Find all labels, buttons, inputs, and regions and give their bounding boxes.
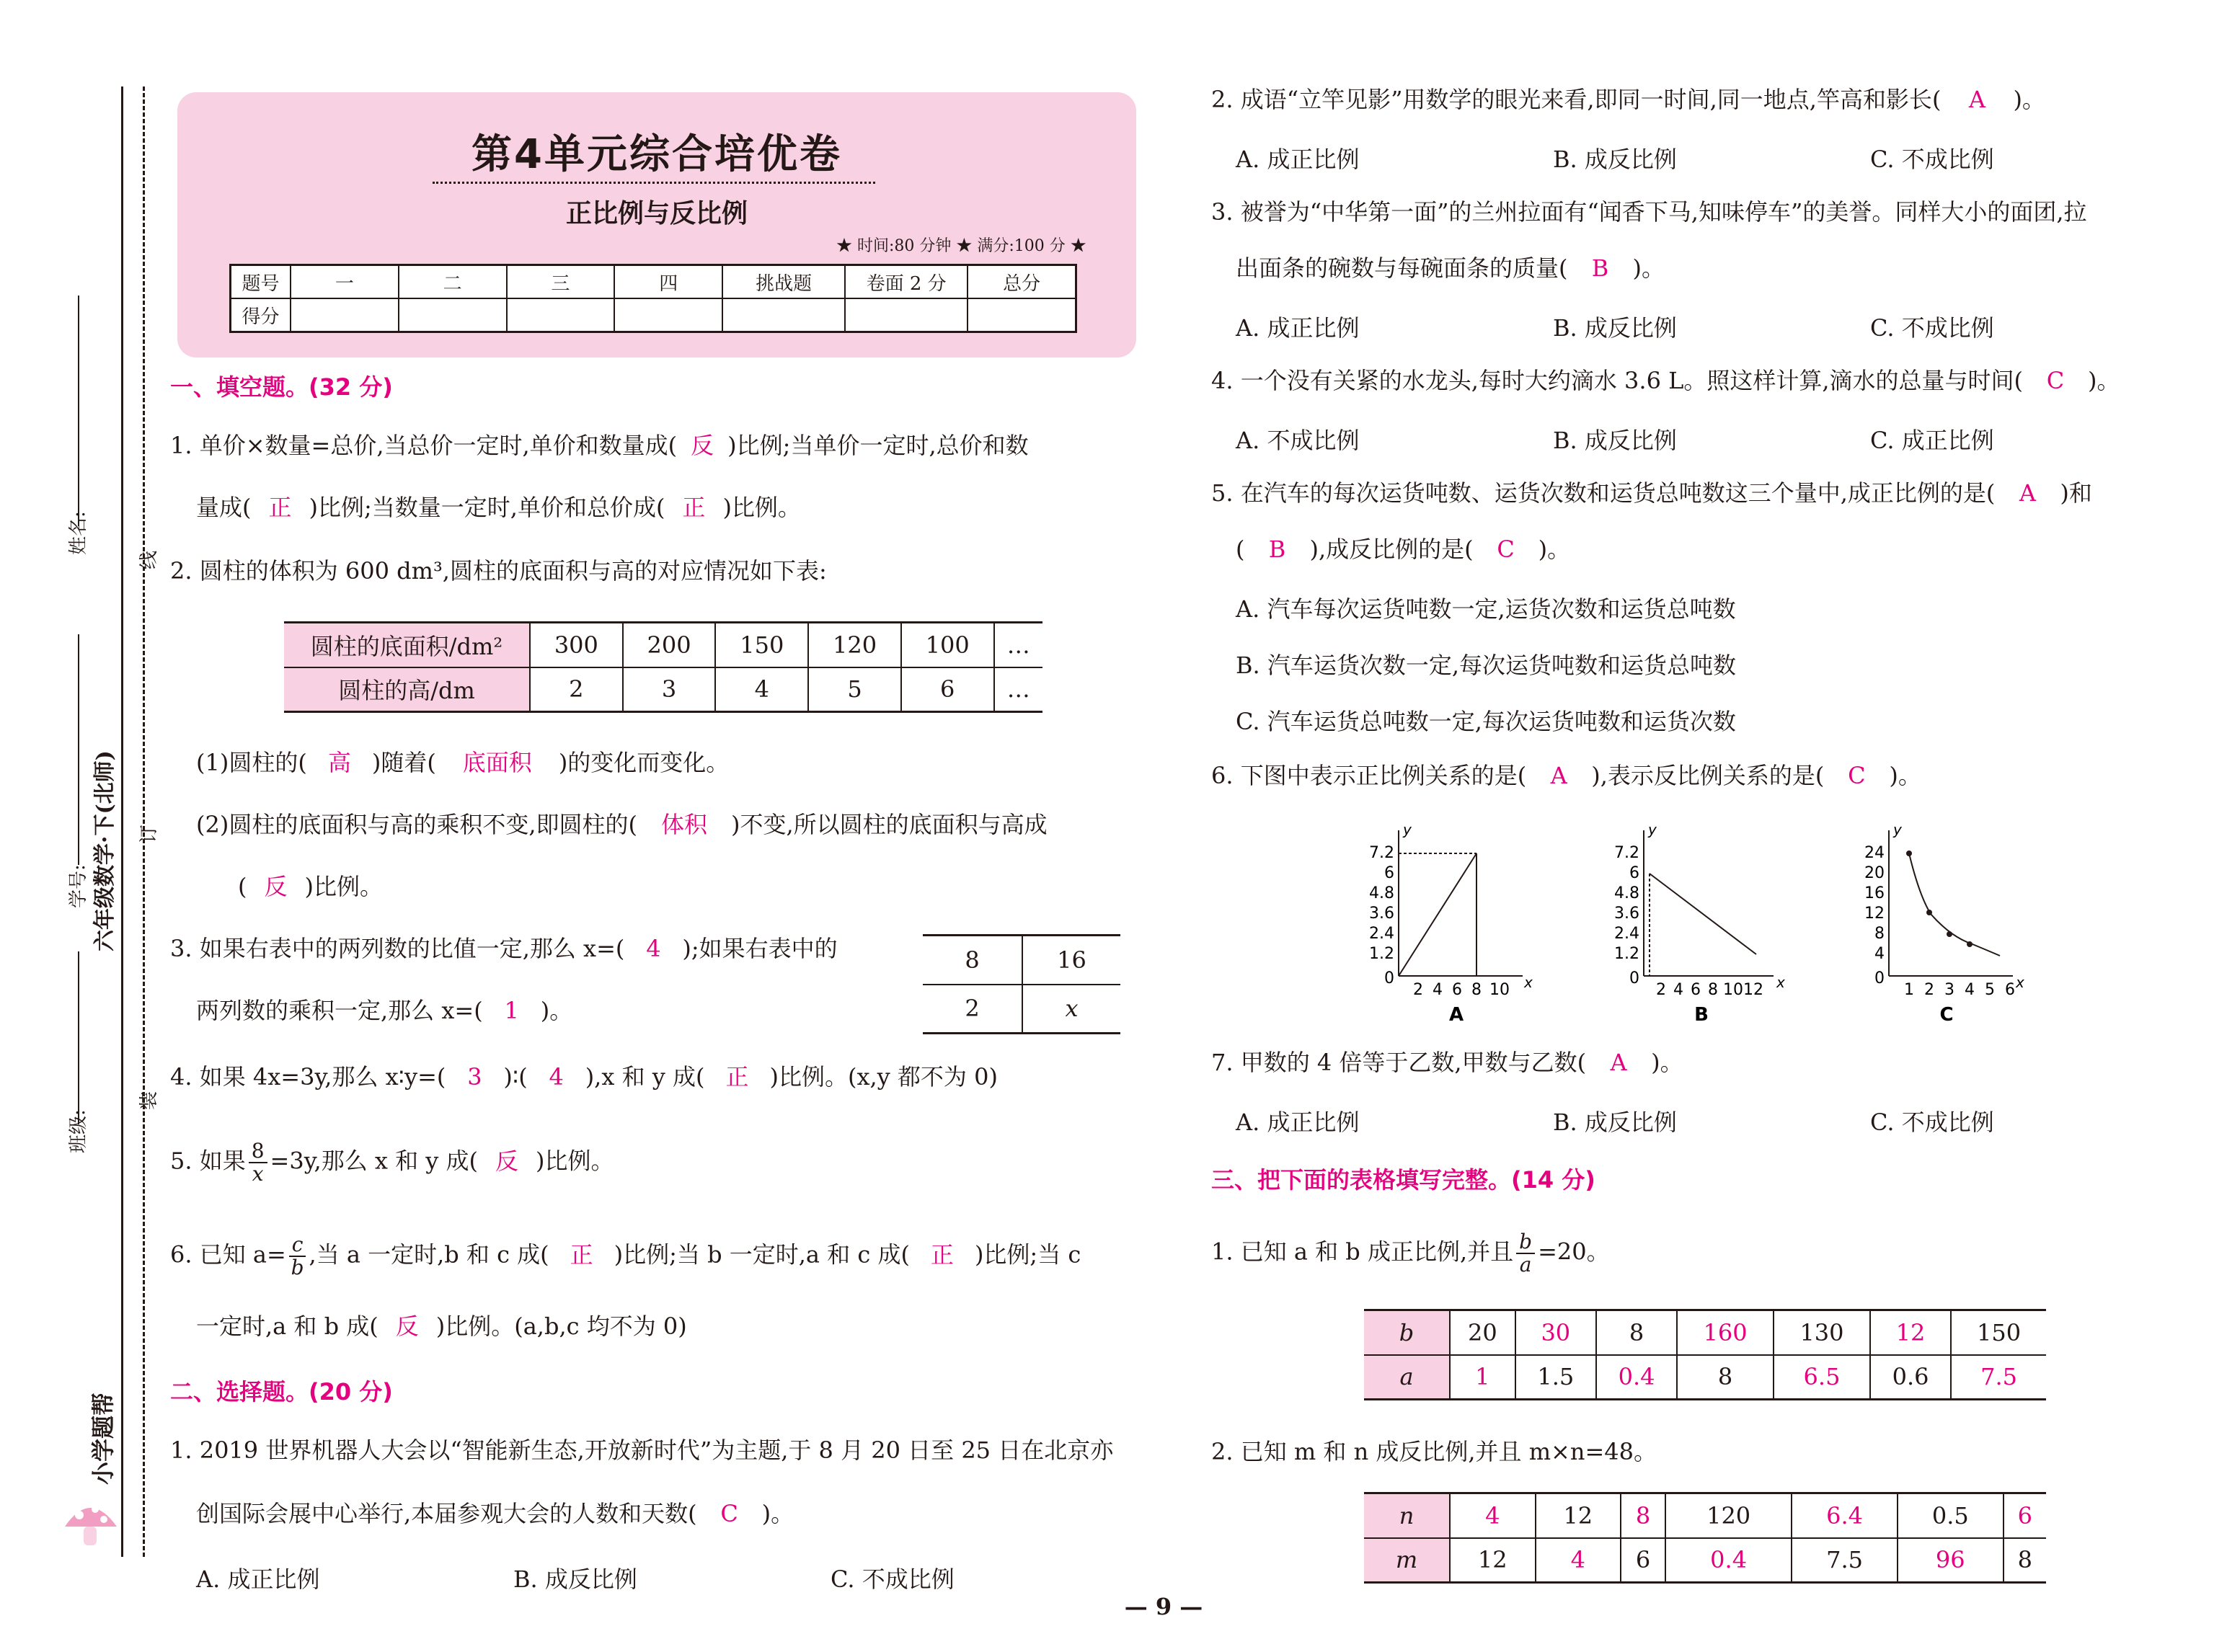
s2-q4: 4. 一个没有关紧的水龙头,每时大约滴水 3.6 L。照这样计算,滴水的总量与时间( C )。: [1211, 367, 2120, 394]
option-a[interactable]: A. 成正比例: [1236, 1109, 1360, 1136]
bind-char-zhuang: 装: [138, 1091, 160, 1110]
option-c[interactable]: C. 汽车运货总吨数一定,每次运货吨数和运货次数: [1236, 708, 1736, 735]
x-tick: 6: [2005, 981, 2015, 999]
answer: C: [2046, 367, 2065, 394]
page-title: 第4单元综合培优卷: [471, 131, 842, 178]
mushroom-icon: [58, 1492, 123, 1557]
score-cell: 四: [614, 265, 722, 299]
score-input-cell[interactable]: [614, 298, 722, 332]
y-tick: 8: [1874, 925, 1885, 943]
x-tick: 10: [1723, 981, 1743, 999]
option-a[interactable]: A. 成正比例: [196, 1566, 320, 1593]
fraction-denominator: a: [1519, 1253, 1532, 1276]
y-tick: 6: [1384, 864, 1394, 882]
table-row-label: 圆柱的底面积/dm²: [284, 623, 530, 667]
table-cell: 5: [808, 667, 901, 712]
score-input-cell[interactable]: [399, 298, 507, 332]
cylinder-table: [284, 621, 1042, 713]
option-a[interactable]: A. 汽车每次运货吨数一定,运货次数和运货总吨数: [1236, 595, 1736, 623]
section1-heading: 一、填空题。(32 分): [170, 373, 393, 401]
table-cell: 8: [2004, 1538, 2046, 1583]
s1-q4: 4. 如果 4x=3y,那么 x∶y=( 3 )∶( 4 ),x 和 y 成( 正 )比例。(x,y 都不为 0): [170, 1063, 998, 1091]
answer: 反: [395, 1313, 419, 1340]
answer: 1: [504, 997, 519, 1024]
y-tick: 4.8: [1369, 884, 1394, 902]
answer-cell: 7.5: [1951, 1355, 2046, 1400]
s1-q1-line1: 1. 单价×数量=总价,当总价一定时,单价和数量成( 反 )比例;当单价一定时,总价和数: [170, 432, 1029, 459]
title-divider: [433, 182, 875, 184]
y-tick: 2.4: [1614, 925, 1639, 943]
answer-cell: 4: [1536, 1538, 1621, 1583]
table-cell: …: [994, 623, 1042, 667]
graph-point: [1947, 931, 1952, 937]
binding-line-dashed: [143, 86, 145, 1557]
table-cell: 150: [715, 623, 808, 667]
option-b[interactable]: B. 成反比例: [1553, 314, 1677, 342]
y-axis-label: y: [1403, 821, 1412, 838]
table-cell: 7.5: [1792, 1538, 1898, 1583]
y-axis-label: y: [1648, 821, 1657, 838]
s1-q6-line1: 6. 已知 a= $\frac{c}{b}$ ,当 a 一定时,b 和 c 成( 正 )比例;当 b 一定时,a 和 c 成( 正 )比例;当 c: [170, 1233, 1081, 1279]
option-c[interactable]: C. 不成比例: [831, 1566, 955, 1593]
graph-curve: [1909, 853, 2000, 956]
number-blank-line: [78, 634, 79, 865]
section3-heading: 三、把下面的表格填写完整。(14 分): [1211, 1166, 1595, 1194]
y-tick: 4.8: [1614, 884, 1639, 902]
score-cell: 总分: [968, 265, 1076, 299]
s3-q2-text: 2. 已知 m 和 n 成反比例,并且 m×n=48。: [1211, 1438, 1657, 1465]
fraction: [249, 1140, 267, 1185]
score-cell: 题号: [231, 265, 291, 299]
y-tick: 3.6: [1369, 905, 1394, 923]
answer: 高: [327, 749, 351, 776]
option-c[interactable]: C. 不成比例: [1870, 146, 1994, 173]
answer-cell: 6.4: [1792, 1493, 1898, 1538]
graph-line: [1650, 874, 1756, 954]
answer-cell: 96: [1898, 1538, 2004, 1583]
option-a[interactable]: A. 不成比例: [1236, 427, 1360, 454]
option-c[interactable]: C. 不成比例: [1870, 314, 1994, 342]
y-tick: 3.6: [1614, 905, 1639, 923]
x-axis-label: x: [2016, 974, 2024, 991]
table-cell: 8: [1677, 1355, 1774, 1400]
table-row: [1364, 1538, 2046, 1583]
y-tick: 4: [1874, 945, 1885, 963]
graph-point: [1967, 941, 1973, 947]
table-cell: 1.5: [1515, 1355, 1596, 1400]
graph-point: [1906, 851, 1912, 856]
table-cell: 200: [623, 623, 716, 667]
y-tick: 12: [1864, 905, 1885, 923]
x-table: [923, 934, 1120, 1034]
fraction: [289, 1234, 306, 1279]
section2-heading: 二、选择题。(20 分): [170, 1378, 393, 1405]
fraction-denominator: b: [291, 1256, 304, 1279]
answer: 正: [682, 494, 706, 521]
page-number: — 9 —: [1124, 1593, 1203, 1620]
x-tick: 4: [1673, 981, 1683, 999]
y-tick: 7.2: [1614, 844, 1639, 862]
score-cell: 一: [291, 265, 399, 299]
option-c[interactable]: C. 不成比例: [1870, 1109, 1994, 1136]
bind-char-xian: 线: [138, 550, 160, 569]
proportion-table-ab: [1364, 1309, 2046, 1400]
option-c[interactable]: C. 成正比例: [1870, 427, 1994, 454]
s1-q3-line1: 3. 如果右表中的两列数的比值一定,那么 x=( 4 );如果右表中的: [170, 935, 838, 962]
s1-q6-line2: 一定时,a 和 b 成( 反 )比例。(a,b,c 均不为 0): [196, 1313, 687, 1340]
grade-book-label: 六年级数学·下(北师): [92, 750, 118, 951]
table-cell: 120: [1665, 1493, 1792, 1538]
graph-a: [1355, 816, 1557, 1025]
table-row-label: 圆柱的高/dm: [284, 667, 530, 712]
option-a[interactable]: A. 成正比例: [1236, 314, 1360, 342]
answer: B: [1268, 536, 1286, 563]
answer: A: [1968, 86, 1985, 113]
class-label: 班级:: [68, 1109, 89, 1153]
table-cell: 100: [901, 623, 994, 667]
class-blank-line: [78, 951, 79, 1124]
fraction-denominator: x: [252, 1162, 264, 1186]
x-tick: 4: [1433, 981, 1443, 999]
x-tick: 5: [1985, 981, 1995, 999]
table-cell: 6: [1621, 1538, 1665, 1583]
table-cell: 4: [715, 667, 808, 712]
answer: B: [1591, 254, 1609, 282]
fraction-numerator: 8: [249, 1140, 267, 1163]
score-table: [229, 264, 1077, 333]
score-table-header-row: [231, 265, 1076, 299]
answer-cell: 0.4: [1596, 1355, 1677, 1400]
answer-cell: 30: [1515, 1310, 1596, 1355]
answer: A: [1610, 1049, 1627, 1076]
table-cell: 8: [923, 936, 1022, 985]
table-row-label: n: [1364, 1493, 1450, 1538]
origin-label: 0: [1874, 969, 1885, 987]
x-axis-label: x: [1524, 974, 1533, 991]
score-cell: 二: [399, 265, 507, 299]
table-row: [284, 623, 1042, 667]
table-cell: 12: [1536, 1493, 1621, 1538]
x-tick: 6: [1452, 981, 1462, 999]
table-row: [1364, 1310, 2046, 1355]
table-cell: 6: [901, 667, 994, 712]
option-b[interactable]: B. 汽车运货次数一定,每次运货吨数和运货总吨数: [1236, 652, 1737, 679]
proportion-table-mn: [1364, 1492, 2046, 1584]
s2-q6: 6. 下图中表示正比例关系的是( A ),表示反比例关系的是( C )。: [1211, 762, 1921, 789]
table-cell: 130: [1774, 1310, 1870, 1355]
s2-q2: 2. 成语“立竿见影”用数学的眼光来看,即同一时间,同一地点,竿高和影长( A )。: [1211, 86, 2045, 113]
answer: 反: [495, 1147, 519, 1175]
score-input-cell[interactable]: [968, 298, 1076, 332]
answer: 4: [549, 1063, 564, 1091]
s2-q1-line2: 创国际会展中心举行,本届参观大会的人数和天数( C )。: [196, 1500, 794, 1527]
table-cell: 20: [1450, 1310, 1515, 1355]
answer-cell: 160: [1677, 1310, 1774, 1355]
table-row-label: b: [1364, 1310, 1450, 1355]
table-row-label: m: [1364, 1538, 1450, 1583]
s1-q2-part2: (2)圆柱的底面积与高的乘积不变,即圆柱的( 体积 )不变,所以圆柱的底面积与高成: [196, 811, 1048, 838]
answer: 正: [930, 1240, 954, 1269]
x-tick: 2: [1924, 981, 1934, 999]
option-b[interactable]: B. 成反比例: [513, 1566, 637, 1593]
score-input-cell[interactable]: [507, 298, 615, 332]
table-cell: 16: [1022, 936, 1120, 985]
y-tick: 24: [1864, 844, 1885, 862]
answer: 体积: [660, 811, 707, 838]
table-cell: 0.5: [1898, 1493, 2004, 1538]
answer-cell: 6.5: [1774, 1355, 1870, 1400]
x-axis-label: x: [1776, 974, 1785, 991]
graph-label: A: [1448, 1004, 1464, 1025]
score-table-score-row: [231, 298, 1076, 332]
table-cell: x: [1022, 985, 1120, 1034]
table-cell: 8: [1596, 1310, 1677, 1355]
answer: A: [1550, 762, 1567, 789]
table-row: [284, 667, 1042, 712]
s1-q2-part2-line2: ( 反 )比例。: [238, 873, 383, 900]
answer: A: [2019, 479, 2036, 507]
x-tick: 2: [1413, 981, 1423, 999]
exam-meta: ★ 时间:80 分钟 ★ 满分:100 分 ★: [836, 237, 1086, 255]
answer-cell: 1: [1450, 1355, 1515, 1400]
y-axis-label: y: [1893, 821, 1902, 838]
option-b[interactable]: B. 成反比例: [1553, 146, 1677, 173]
table-cell: 12: [1450, 1538, 1536, 1583]
graph-label: C: [1939, 1004, 1954, 1025]
x-tick: 12: [1743, 981, 1763, 999]
binding-line-solid: [121, 86, 123, 1557]
table-cell: 300: [530, 623, 623, 667]
s2-q3-line2: 出面条的碗数与每碗面条的质量( B )。: [1236, 254, 1665, 282]
y-tick: 2.4: [1369, 925, 1394, 943]
graph-b: [1600, 816, 1802, 1025]
x-tick: 1: [1904, 981, 1914, 999]
s2-q5-line1: 5. 在汽车的每次运货吨数、运货次数和运货总吨数这三个量中,成正比例的是( A )和: [1211, 479, 2092, 507]
answer: 底面积: [462, 749, 532, 776]
table-cell: 150: [1951, 1310, 2046, 1355]
fraction: [1516, 1231, 1535, 1276]
answer: 正: [725, 1063, 749, 1091]
x-tick: 6: [1691, 981, 1701, 999]
s1-q3-line2: 两列数的乘积一定,那么 x=( 1 )。: [196, 997, 573, 1024]
name-blank-line: [78, 296, 79, 526]
table-row-label: a: [1364, 1355, 1450, 1400]
origin-label: 0: [1629, 969, 1639, 987]
answer: 反: [691, 432, 714, 459]
answer-cell: 0.4: [1665, 1538, 1792, 1583]
fraction-numerator: c: [289, 1234, 306, 1257]
x-tick: 2: [1656, 981, 1666, 999]
page-subtitle: 正比例与反比例: [565, 199, 748, 228]
score-cell: 三: [507, 265, 615, 299]
option-a[interactable]: A. 成正比例: [1236, 146, 1360, 173]
answer: C: [1848, 762, 1866, 789]
s1-q2-text: 2. 圆柱的体积为 600 dm³,圆柱的底面积与高的对应情况如下表:: [170, 557, 827, 585]
table-cell: …: [994, 667, 1042, 712]
y-tick: 1.2: [1614, 945, 1639, 963]
graph-line: [1399, 853, 1476, 976]
school-brand: 小学题帮: [89, 1392, 117, 1485]
s1-q2-part1: (1)圆柱的( 高 )随着( 底面积 )的变化而变化。: [196, 749, 730, 776]
table-cell: 3: [623, 667, 716, 712]
origin-label: 0: [1384, 969, 1394, 987]
x-tick: 8: [1471, 981, 1482, 999]
table-row: [1364, 1355, 2046, 1400]
score-input-cell[interactable]: [845, 298, 968, 332]
s1-q5: 5. 如果 $\frac{8}{x}$ =3y,那么 x 和 y 成( 反 )比例。: [170, 1139, 614, 1186]
score-input-cell[interactable]: [291, 298, 399, 332]
answer: 正: [268, 494, 292, 521]
s3-q1: 1. 已知 a 和 b 成正比例,并且 $\frac{b}{a}$ =20。: [1211, 1230, 1610, 1276]
s2-q1-line1: 1. 2019 世界机器人大会以“智能新生态,开放新时代”为主题,于 8 月 20 日至 25 日在北京亦: [170, 1436, 1114, 1464]
answer-cell: 12: [1870, 1310, 1951, 1355]
fraction-numerator: b: [1516, 1231, 1535, 1254]
table-row: [1364, 1493, 2046, 1538]
x-tick: 8: [1708, 981, 1718, 999]
table-cell: 2: [923, 985, 1022, 1034]
y-tick: 7.2: [1369, 844, 1394, 862]
y-tick: 1.2: [1369, 945, 1394, 963]
y-tick: 20: [1864, 864, 1885, 882]
answer-cell: 6: [2004, 1493, 2046, 1538]
option-b[interactable]: B. 成反比例: [1553, 1109, 1677, 1136]
y-tick: 16: [1864, 884, 1885, 902]
score-cell: 得分: [231, 298, 291, 332]
answer-cell: 8: [1621, 1493, 1665, 1538]
answer: 正: [570, 1240, 593, 1269]
answer: 4: [646, 935, 661, 962]
x-tick: 10: [1489, 981, 1510, 999]
option-b[interactable]: B. 成反比例: [1553, 427, 1677, 454]
graph-c: [1846, 816, 2047, 1025]
answer-cell: 4: [1450, 1493, 1536, 1538]
answer: 3: [467, 1063, 482, 1091]
table-cell: 0.6: [1870, 1355, 1951, 1400]
table-row: [923, 985, 1120, 1034]
number-label: 学号:: [68, 864, 89, 908]
s2-q7: 7. 甲数的 4 倍等于乙数,甲数与乙数( A )。: [1211, 1049, 1683, 1076]
y-tick: 6: [1629, 864, 1639, 882]
bind-char-ding: 订: [138, 824, 160, 843]
score-cell: 挑战题: [722, 265, 845, 299]
x-tick: 3: [1944, 981, 1954, 999]
graph-label: B: [1694, 1004, 1709, 1025]
name-label: 姓名:: [68, 511, 89, 555]
table-cell: 2: [530, 667, 623, 712]
x-tick: 4: [1965, 981, 1975, 999]
answer: C: [1497, 536, 1515, 563]
s1-q1-line2: 量成( 正 )比例;当数量一定时,单价和总价成( 正 )比例。: [196, 494, 801, 521]
s2-q3-line1: 3. 被誉为“中华第一面”的兰州拉面有“闻香下马,知味停车”的美誉。同样大小的面团,拉: [1211, 198, 2087, 226]
graph-point: [1926, 910, 1932, 915]
s2-q5-line2: ( B ),成反比例的是( C )。: [1236, 536, 1571, 563]
answer: C: [720, 1500, 738, 1527]
table-row: [923, 936, 1120, 985]
table-cell: 120: [808, 623, 901, 667]
score-cell: 卷面 2 分: [845, 265, 968, 299]
answer: 反: [264, 873, 288, 900]
score-input-cell[interactable]: [722, 298, 845, 332]
